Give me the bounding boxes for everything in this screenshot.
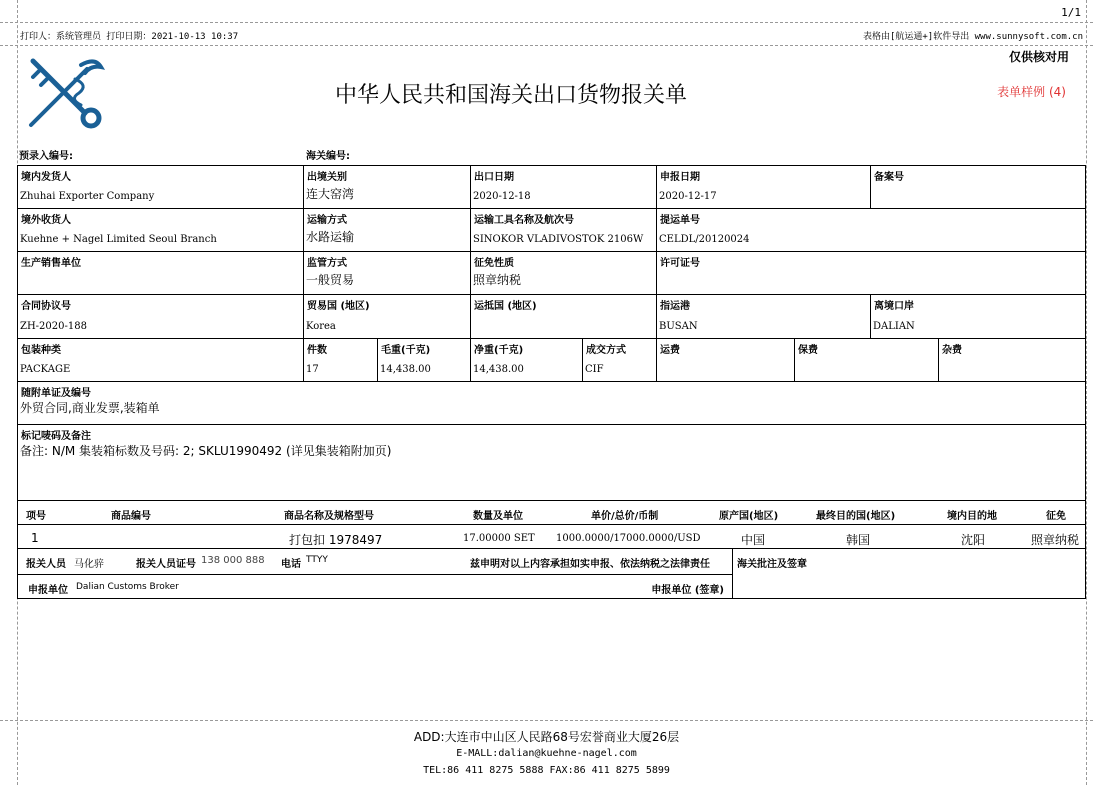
- field-label: 包装种类: [21, 345, 61, 356]
- form-field: [657, 295, 871, 339]
- item-cell: 1000.0000/17000.0000/USD: [556, 533, 701, 544]
- field-value: 一般贸易: [306, 273, 355, 287]
- declarant-cert-label: 报关人员证号: [136, 559, 196, 570]
- item-cell: 打包扣 1978497: [289, 533, 383, 547]
- declarant-row: [18, 549, 733, 575]
- field-label: 保费: [798, 345, 818, 356]
- footer-tel: TEL:86 411 8275 5888 FAX:86 411 8275 5899: [423, 765, 670, 776]
- item-column-header: 数量及单位: [473, 511, 523, 522]
- field-label: 随附单证及编号: [21, 388, 91, 399]
- field-label: 生产销售单位: [21, 258, 81, 269]
- field-label: 合同协议号: [21, 301, 71, 312]
- item-row: [18, 525, 1086, 549]
- form-field: [657, 339, 795, 382]
- field-value: PACKAGE: [20, 364, 71, 375]
- field-label: 申报日期: [660, 172, 700, 183]
- field-label: 运费: [660, 345, 680, 356]
- field-value: 14,438.00: [380, 364, 431, 375]
- field-label: 运输方式: [307, 215, 347, 226]
- item-column-header: 商品编号: [111, 511, 151, 522]
- form-title: 中华人民共和国海关出口货物报关单: [335, 83, 688, 108]
- customs-no-label: 海关编号:: [306, 151, 350, 162]
- form-field: [583, 339, 657, 382]
- item-column-header: 单价/总价/币制: [591, 511, 659, 522]
- form-field: [18, 295, 304, 339]
- form-field: [304, 339, 378, 382]
- page-number: 1/1: [1061, 6, 1081, 19]
- field-label: 出口日期: [474, 172, 514, 183]
- declaring-unit-label: 申报单位: [28, 585, 68, 596]
- field-value: 17: [306, 364, 319, 375]
- field-label: 成交方式: [586, 345, 626, 356]
- field-value: SINOKOR VLADIVOSTOK 2106W: [473, 234, 644, 245]
- phone-value: TTYY: [306, 555, 328, 565]
- form-field: [657, 166, 871, 209]
- declarant-cert: 138 000 888: [201, 555, 265, 566]
- field-value: 14,438.00: [473, 364, 524, 375]
- declaration-form-table: [17, 165, 1086, 599]
- field-label: 贸易国 (地区): [307, 301, 370, 312]
- review-only-label: 仅供核对用: [1008, 50, 1069, 64]
- field-label: 监管方式: [307, 258, 347, 269]
- form-field: [378, 339, 471, 382]
- form-field: [18, 339, 304, 382]
- page-right-border: [1086, 0, 1087, 785]
- field-value: BUSAN: [659, 321, 698, 332]
- field-label: 提运单号: [660, 215, 700, 226]
- field-value: Kuehne + Nagel Limited Seoul Branch: [20, 234, 217, 245]
- export-info: 表格由[航运通+]软件导出 www.sunnysoft.com.cn: [862, 32, 1083, 42]
- declaring-unit-row: [18, 575, 733, 599]
- page-top-border: [0, 22, 1093, 23]
- field-label: 离境口岸: [874, 301, 914, 312]
- printer-info: 打印人：系统管理员 打印日期：2021-10-13 10:37: [20, 32, 239, 42]
- field-label: 标记唛码及备注: [21, 431, 91, 442]
- item-cell: 韩国: [846, 533, 871, 547]
- field-value: 连大窑湾: [306, 187, 355, 201]
- item-column-header: 项号: [26, 511, 46, 522]
- field-value: 2020-12-17: [659, 191, 717, 202]
- declaration-statement: 兹申明对以上内容承担如实申报、依法纳税之法律责任: [470, 559, 710, 570]
- field-value: CIF: [585, 364, 604, 375]
- field-label: 件数: [307, 345, 327, 356]
- field-value: Korea: [306, 321, 336, 332]
- field-value: 外贸合同,商业发票,装箱单: [20, 401, 160, 415]
- field-label: 运输工具名称及航次号: [474, 215, 574, 226]
- form-field: [471, 339, 583, 382]
- field-value: Zhuhai Exporter Company: [20, 191, 155, 202]
- form-field: [871, 295, 1086, 339]
- form-field: [795, 339, 939, 382]
- form-field: [471, 295, 657, 339]
- footer-address: ADD:大连市中山区人民路68号宏誉商业大厦26层: [413, 730, 680, 744]
- form-field: [304, 295, 471, 339]
- pre-entry-no-label: 预录入编号:: [19, 151, 73, 162]
- field-value: DALIAN: [873, 321, 915, 332]
- sample-label: 表单样例 (4): [997, 85, 1066, 99]
- field-label: 征免性质: [474, 258, 514, 269]
- form-field: [471, 209, 657, 252]
- header-separator: [0, 45, 1093, 46]
- footer-separator: [0, 720, 1093, 721]
- item-cell: 17.00000 SET: [463, 533, 535, 544]
- field-label: 备案号: [874, 172, 904, 183]
- customs-emblem-logo: [25, 55, 107, 130]
- item-cell: 1: [31, 531, 39, 545]
- field-label: 境外收货人: [21, 215, 71, 226]
- item-column-header: 境内目的地: [947, 511, 997, 522]
- item-column-header: 商品名称及规格型号: [284, 511, 374, 522]
- item-cell: 中国: [741, 533, 766, 547]
- field-value: 备注: N/M 集装箱标数及号码: 2; SKLU1990492 (详见集装箱附加页): [20, 444, 392, 458]
- form-field: [304, 209, 471, 252]
- declarant-name: 马化骍: [74, 559, 104, 570]
- form-field: [471, 166, 657, 209]
- field-label: 境内发货人: [21, 172, 71, 183]
- item-column-header: 征免: [1046, 511, 1066, 522]
- customs-approval-label: 海关批注及签章: [737, 559, 807, 570]
- field-value: CELDL/20120024: [659, 234, 750, 245]
- declaring-unit: Dalian Customs Broker: [76, 582, 179, 592]
- item-column-header: 原产国(地区): [719, 511, 779, 522]
- form-field: [657, 252, 1086, 295]
- field-value: 水路运输: [306, 230, 355, 244]
- form-field: [657, 209, 1086, 252]
- form-field: [939, 339, 1086, 382]
- field-value: 2020-12-18: [473, 191, 531, 202]
- form-field: [471, 252, 657, 295]
- field-label: 杂费: [942, 345, 962, 356]
- field-label: 毛重(千克): [381, 345, 431, 356]
- item-column-header: 最终目的国(地区): [816, 511, 896, 522]
- field-value: 照章纳税: [473, 273, 522, 287]
- form-field: [304, 166, 471, 209]
- item-cell: 沈阳: [961, 533, 986, 547]
- field-label: 运抵国 (地区): [474, 301, 537, 312]
- customs-approval-field: [733, 549, 1086, 599]
- item-cell: 照章纳税: [1031, 533, 1080, 547]
- field-label: 指运港: [660, 301, 690, 312]
- form-field: [18, 166, 304, 209]
- attachments-field: [18, 382, 1086, 425]
- form-field: [871, 166, 1086, 209]
- declaring-unit-seal-label: 申报单位 (签章): [651, 585, 724, 596]
- field-label: 许可证号: [660, 258, 700, 269]
- form-field: [304, 252, 471, 295]
- form-field: [18, 252, 304, 295]
- declarant-name-label: 报关人员: [26, 559, 66, 570]
- form-field: [18, 209, 304, 252]
- field-label: 净重(千克): [474, 345, 524, 356]
- footer-email: E-MALL:dalian@kuehne-nagel.com: [456, 748, 637, 759]
- marks-remarks-field: [18, 425, 1086, 501]
- items-header-row: [18, 501, 1086, 525]
- phone-label: 电话: [281, 559, 301, 570]
- field-label: 出境关别: [307, 172, 347, 183]
- field-value: ZH-2020-188: [20, 321, 87, 332]
